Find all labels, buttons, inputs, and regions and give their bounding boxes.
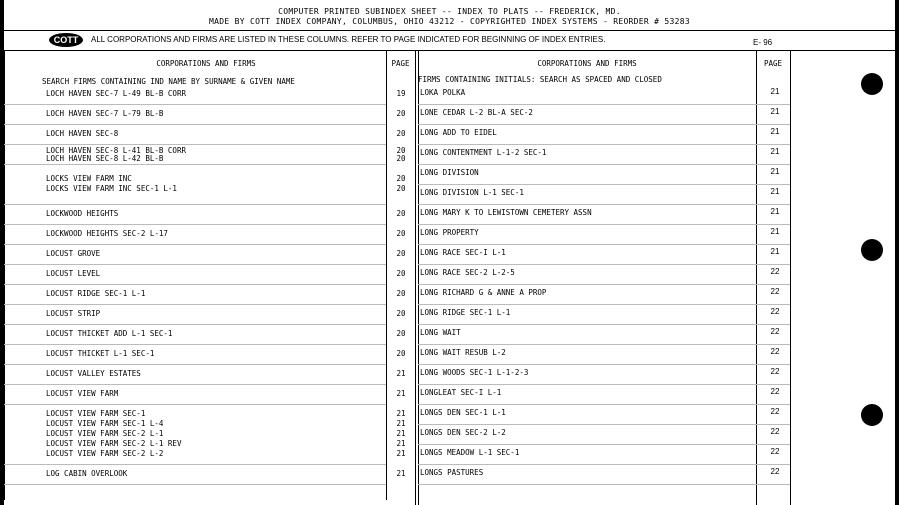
entry-page: 21 xyxy=(396,449,406,458)
entry-name: LOCUST VIEW FARM SEC-1 L-4 xyxy=(46,419,164,428)
row-rule xyxy=(418,484,790,485)
entry-page: 21 xyxy=(396,429,406,438)
entry-name: LONG RICHARD G & ANNE A PROP xyxy=(420,288,547,297)
row-rule xyxy=(418,404,790,405)
entry-name: LOCH HAVEN SEC-8 L-42 BL-B xyxy=(46,154,164,163)
entry-page: 20 xyxy=(396,269,406,278)
row-rule xyxy=(418,244,790,245)
entry-page: 20 xyxy=(396,146,406,155)
right-search-note: FIRMS CONTAINING INITIALS: SEARCH AS SPACED AND CLOSED xyxy=(418,75,662,84)
row-rule xyxy=(4,464,386,465)
entry-name: LOCUST RIDGE SEC-1 L-1 xyxy=(46,289,146,298)
entry-page: 21 xyxy=(396,409,406,418)
row-rule xyxy=(418,384,790,385)
entry-name: LOCUST THICKET L-1 SEC-1 xyxy=(46,349,155,358)
entry-name: LONG RACE SEC-I L-1 xyxy=(420,248,506,257)
left-search-note: SEARCH FIRMS CONTAINING IND NAME BY SURNAME & GIVEN NAME xyxy=(42,77,295,86)
entry-page: 22 xyxy=(770,267,780,276)
row-rule xyxy=(4,124,386,125)
binder-hole xyxy=(861,73,883,95)
entry-page: 20 xyxy=(396,229,406,238)
entry-name: LONG MARY K TO LEWISTOWN CEMETERY ASSN xyxy=(420,208,592,217)
right-page-divider xyxy=(756,50,757,505)
entry-page: 20 xyxy=(396,174,406,183)
entry-name: LONG DIVISION L-1 SEC-1 xyxy=(420,188,524,197)
entry-name: LOCH HAVEN SEC-8 L-41 BL-B CORR xyxy=(46,146,186,155)
entry-name: LOCKWOOD HEIGHTS SEC-2 L-17 xyxy=(46,229,168,238)
row-rule xyxy=(418,104,790,105)
entry-page: 20 xyxy=(396,329,406,338)
row-rule xyxy=(418,204,790,205)
header-rule xyxy=(4,30,895,31)
table-border-right xyxy=(790,50,791,505)
entry-page: 20 xyxy=(396,154,406,163)
entry-page: 21 xyxy=(770,87,780,96)
entry-name: LONG RIDGE SEC-1 L-1 xyxy=(420,308,511,317)
row-rule xyxy=(418,264,790,265)
entry-name: LOCUST THICKET ADD L-1 SEC-1 xyxy=(46,329,173,338)
row-rule xyxy=(418,164,790,165)
row-rule xyxy=(418,364,790,365)
entry-name: LOCKS VIEW FARM INC xyxy=(46,174,132,183)
entry-name: LOCUST VIEW FARM SEC-2 L-2 xyxy=(46,449,164,458)
entry-name: LOCUST VALLEY ESTATES xyxy=(46,369,141,378)
row-rule xyxy=(4,104,386,105)
entry-name: LONG PROPERTY xyxy=(420,228,479,237)
entry-name: LONG DIVISION xyxy=(420,168,479,177)
entry-page: 22 xyxy=(770,447,780,456)
row-rule xyxy=(4,364,386,365)
binder-hole xyxy=(861,404,883,426)
entry-page: 20 xyxy=(396,184,406,193)
row-rule xyxy=(4,324,386,325)
entry-page: 22 xyxy=(770,427,780,436)
right-column-header: CORPORATIONS AND FIRMS xyxy=(537,59,637,68)
binder-hole xyxy=(861,239,883,261)
row-rule xyxy=(4,224,386,225)
center-divider-inner xyxy=(418,50,419,505)
center-divider xyxy=(415,50,416,505)
entry-page: 21 xyxy=(770,187,780,196)
entry-name: LONG WAIT xyxy=(420,328,461,337)
row-rule xyxy=(4,304,386,305)
entry-page: 21 xyxy=(770,167,780,176)
entry-page: 20 xyxy=(396,309,406,318)
entry-page: 22 xyxy=(770,347,780,356)
entry-name: LOCKS VIEW FARM INC SEC-1 L-1 xyxy=(46,184,177,193)
entry-page: 20 xyxy=(396,209,406,218)
entry-name: LONG ADD TO EIDEL xyxy=(420,128,497,137)
right-page-header: PAGE xyxy=(763,59,783,68)
sheet-number: E- 96 xyxy=(753,38,773,47)
left-page-divider xyxy=(386,50,387,500)
row-rule xyxy=(4,484,386,485)
entry-page: 22 xyxy=(770,327,780,336)
row-rule xyxy=(418,344,790,345)
entry-name: LOKA POLKA xyxy=(420,88,466,97)
table-top-rule xyxy=(4,50,895,51)
entry-page: 20 xyxy=(396,349,406,358)
cott-logo: COTT xyxy=(49,33,83,47)
entry-name: LOCUST VIEW FARM SEC-2 L-1 REV xyxy=(46,439,182,448)
entry-name: LONG WOODS SEC-1 L-1-2-3 xyxy=(420,368,529,377)
entry-name: LONGLEAT SEC-I L-1 xyxy=(420,388,502,397)
left-column-header: CORPORATIONS AND FIRMS xyxy=(156,59,256,68)
row-rule xyxy=(418,184,790,185)
row-rule xyxy=(418,424,790,425)
table-border-left xyxy=(4,50,5,500)
entry-name: LONE CEDAR L-2 BL-A SEC-2 xyxy=(420,108,533,117)
row-rule xyxy=(418,224,790,225)
entry-page: 20 xyxy=(396,249,406,258)
row-rule xyxy=(4,384,386,385)
entry-name: LONGS PASTURES xyxy=(420,468,484,477)
row-rule xyxy=(4,344,386,345)
entry-page: 21 xyxy=(770,207,780,216)
entry-name: LOCUST VIEW FARM SEC-2 L-1 xyxy=(46,429,164,438)
entry-name: LOCH HAVEN SEC-7 L-79 BL-B xyxy=(46,109,164,118)
entry-name: LONGS MEADOW L-1 SEC-1 xyxy=(420,448,520,457)
notice-text: ALL CORPORATIONS AND FIRMS ARE LISTED IN THESE COLUMNS. REFER TO PAGE INDICATED FOR BEGINNING OF INDEX ENTRIES. xyxy=(91,35,606,44)
entry-page: 22 xyxy=(770,407,780,416)
entry-page: 19 xyxy=(396,89,406,98)
entry-page: 21 xyxy=(770,107,780,116)
entry-name: LONG CONTENTMENT L-1-2 SEC-1 xyxy=(420,148,547,157)
row-rule xyxy=(4,404,386,405)
row-rule xyxy=(418,304,790,305)
row-rule xyxy=(418,144,790,145)
entry-name: LONG WAIT RESUB L-2 xyxy=(420,348,506,357)
entry-name: LOCH HAVEN SEC-8 xyxy=(46,129,119,138)
entry-page: 22 xyxy=(770,367,780,376)
entry-page: 21 xyxy=(770,247,780,256)
sheet-title: COMPUTER PRINTED SUBINDEX SHEET -- INDEX TO PLATS -- FREDERICK, MD. xyxy=(278,7,621,16)
row-rule xyxy=(4,144,386,145)
sheet-subtitle: MADE BY COTT INDEX COMPANY, COLUMBUS, OHIO 43212 - COPYRIGHTED INDEX SYSTEMS - REORDER # 53283 xyxy=(209,17,690,26)
row-rule xyxy=(418,444,790,445)
entry-page: 21 xyxy=(770,127,780,136)
entry-name: LONGS DEN SEC-1 L-1 xyxy=(420,408,506,417)
entry-page: 20 xyxy=(396,109,406,118)
entry-name: LOCUST LEVEL xyxy=(46,269,101,278)
row-rule xyxy=(4,264,386,265)
entry-page: 21 xyxy=(396,389,406,398)
entry-page: 20 xyxy=(396,129,406,138)
entry-page: 21 xyxy=(770,147,780,156)
entry-page: 21 xyxy=(770,227,780,236)
entry-page: 21 xyxy=(396,419,406,428)
entry-page: 21 xyxy=(396,369,406,378)
entry-page: 22 xyxy=(770,467,780,476)
entry-page: 21 xyxy=(396,439,406,448)
index-sheet xyxy=(4,0,895,505)
entry-name: LOCKWOOD HEIGHTS xyxy=(46,209,119,218)
entry-name: LOCUST STRIP xyxy=(46,309,101,318)
entry-page: 22 xyxy=(770,387,780,396)
entry-name: LOG CABIN OVERLOOK xyxy=(46,469,128,478)
entry-name: LONGS DEN SEC-2 L-2 xyxy=(420,428,506,437)
entry-name: LOCUST GROVE xyxy=(46,249,101,258)
row-rule xyxy=(418,124,790,125)
entry-name: LOCUST VIEW FARM xyxy=(46,389,119,398)
row-rule xyxy=(418,284,790,285)
entry-name: LOCH HAVEN SEC-7 L-49 BL-B CORR xyxy=(46,89,186,98)
row-rule xyxy=(418,464,790,465)
entry-page: 21 xyxy=(396,469,406,478)
row-rule xyxy=(4,164,386,165)
entry-page: 22 xyxy=(770,287,780,296)
row-rule xyxy=(4,244,386,245)
row-rule xyxy=(4,204,386,205)
entry-name: LOCUST VIEW FARM SEC-1 xyxy=(46,409,146,418)
entry-page: 22 xyxy=(770,307,780,316)
row-rule xyxy=(4,284,386,285)
entry-name: LONG RACE SEC-2 L-2-5 xyxy=(420,268,515,277)
left-page-header: PAGE xyxy=(391,59,410,68)
row-rule xyxy=(418,324,790,325)
entry-page: 20 xyxy=(396,289,406,298)
